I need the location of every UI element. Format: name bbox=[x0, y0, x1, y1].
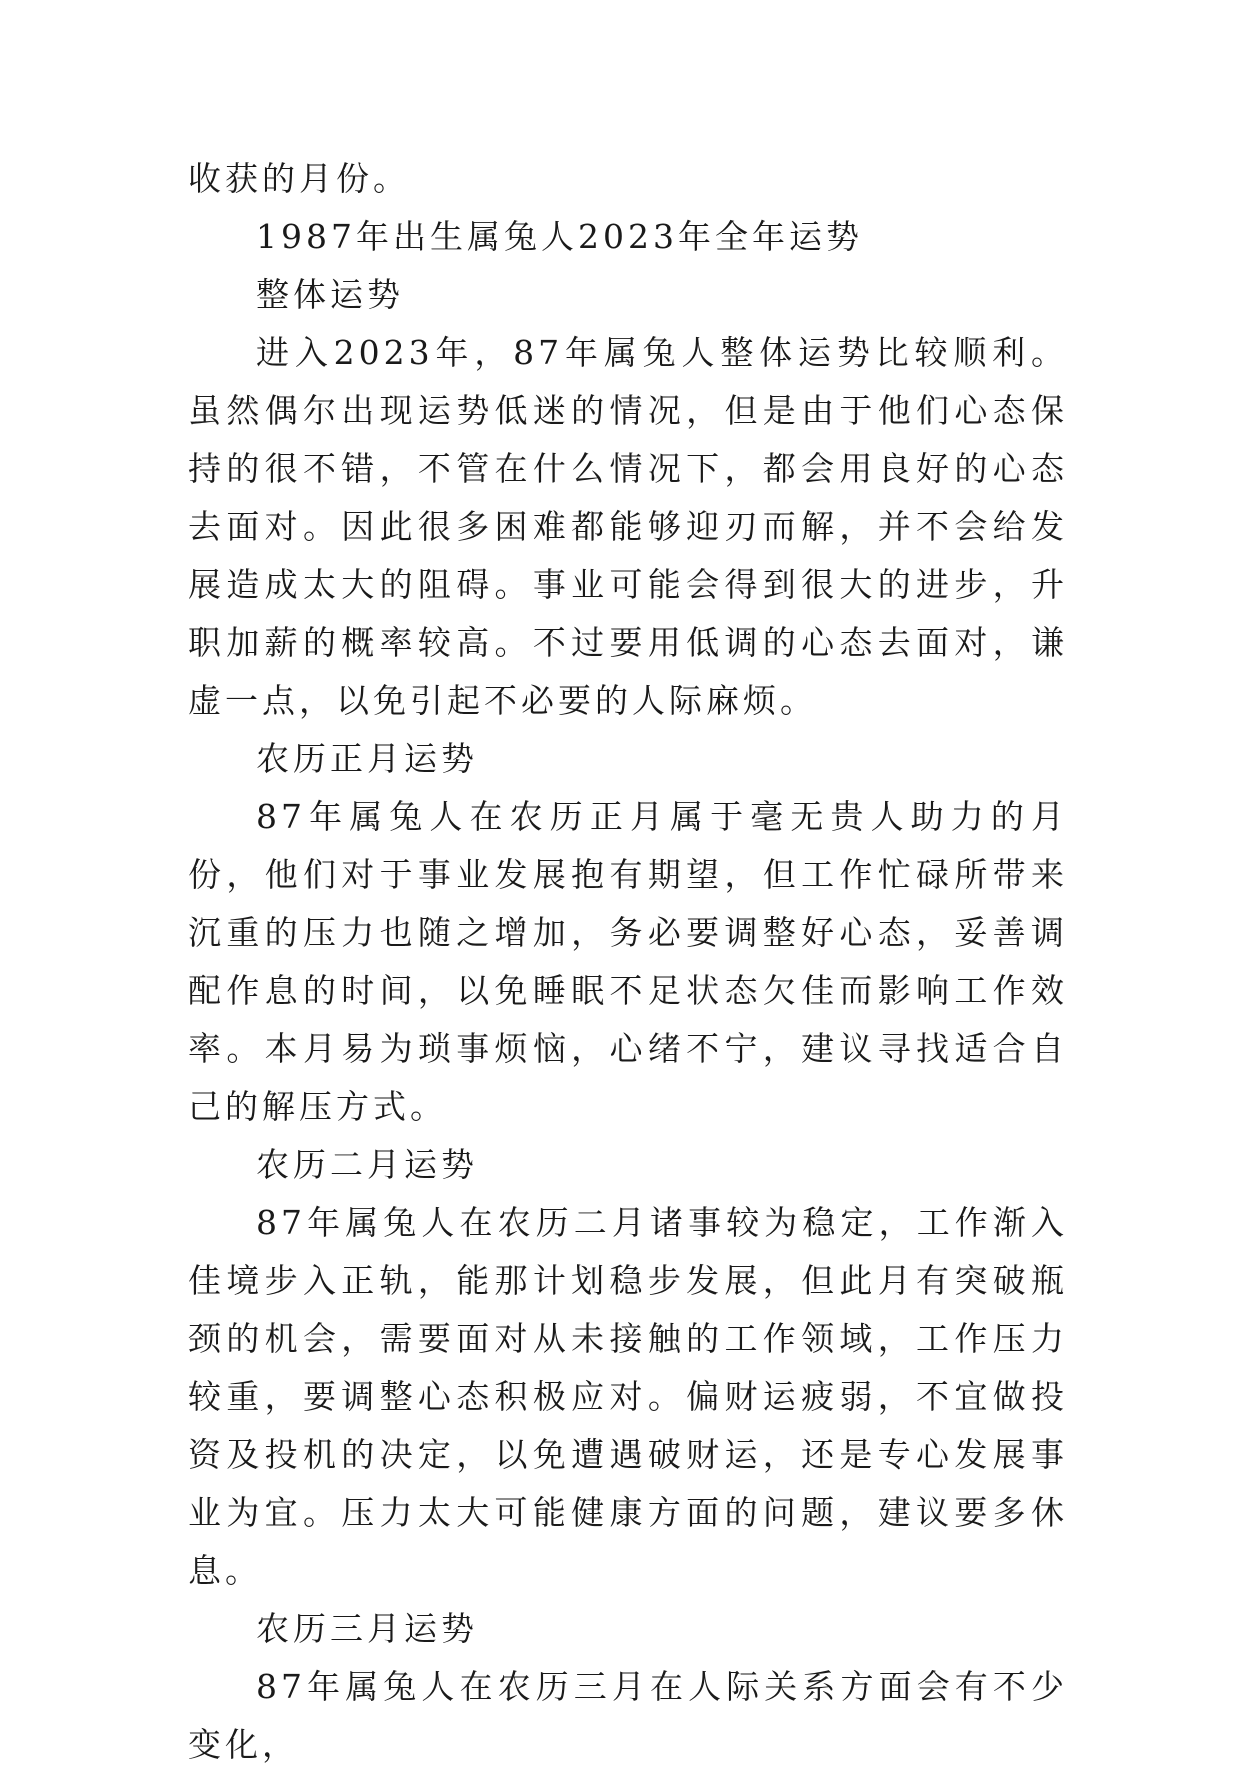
section-heading-month-1: 农历正月运势 bbox=[256, 739, 478, 778]
section-heading-overall: 整体运势 bbox=[256, 275, 404, 314]
document-body bbox=[188, 150, 1068, 1774]
section-heading-month-2: 农历二月运势 bbox=[256, 1145, 478, 1184]
paragraph-continuation: 收获的月份。 bbox=[188, 159, 410, 198]
paragraph-month-1: 87年属兔人在农历正月属于毫无贵人助力的月份，他们对于事业发展抱有期望，但工作忙碌所带来沉重的压力也随之增加，务必要调整好心态，妥善调配作息的时间，以免睡眠不足状态欠佳而影响工作效率。本月易为琐事烦恼，心绪不宁，建议寻找适合自己的解压方式。 bbox=[188, 797, 1068, 1126]
paragraph-month-3: 87年属兔人在农历三月在人际关系方面会有不少变化， bbox=[188, 1667, 1068, 1764]
section-heading-month-3: 农历三月运势 bbox=[256, 1609, 478, 1648]
document-title-heading: 1987年出生属兔人2023年全年运势 bbox=[256, 217, 863, 256]
paragraph-overall: 进入2023年，87年属兔人整体运势比较顺利。虽然偶尔出现运势低迷的情况，但是由于他们心态保持的很不错，不管在什么情况下，都会用良好的心态去面对。因此很多困难都能够迎刃而解，并不会给发展造成太大的阻碍。事业可能会得到很大的进步，升职加薪的概率较高。不过要用低调的心态去面对，谦虚一点，以免引起不必要的人际麻烦。 bbox=[188, 333, 1068, 720]
paragraph-month-2: 87年属兔人在农历二月诸事较为稳定，工作渐入佳境步入正轨，能那计划稳步发展，但此月有突破瓶颈的机会，需要面对从未接触的工作领域，工作压力较重，要调整心态积极应对。偏财运疲弱，不宜做投资及投机的决定，以免遭遇破财运，还是专心发展事业为宜。压力太大可能健康方面的问题，建议要多休息。 bbox=[188, 1203, 1068, 1590]
